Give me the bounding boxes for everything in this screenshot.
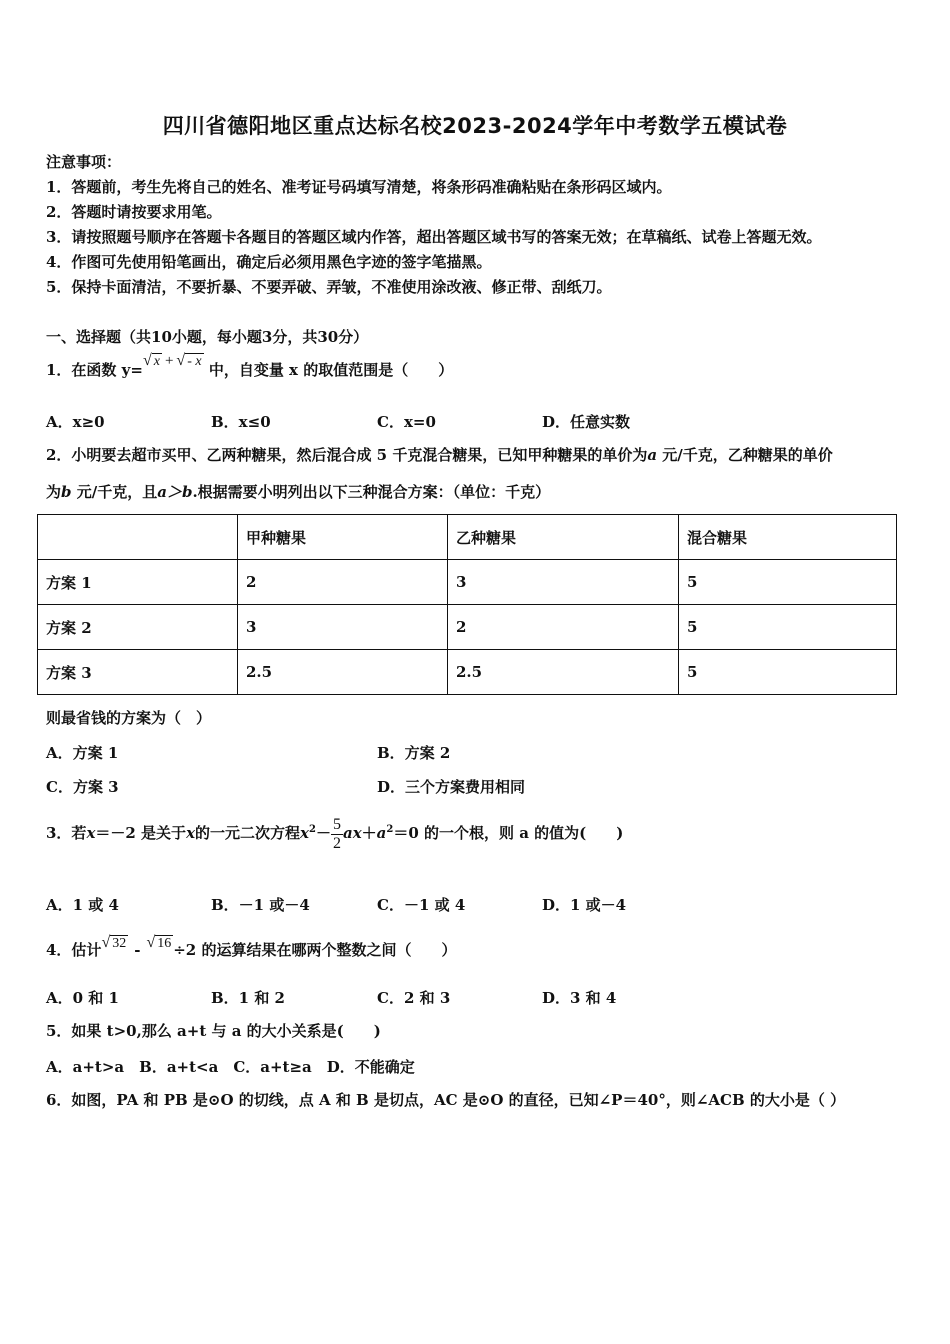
mix-plan-table: [37, 514, 897, 695]
q2-option-c: C．方案 3: [46, 778, 119, 796]
fraction: $\frac{5}{2}$: [332, 815, 341, 852]
table-header-cell: 甲种糖果: [238, 515, 448, 560]
table-row: [38, 605, 897, 650]
table-cell: 3: [448, 560, 679, 605]
table-cell: 5: [679, 560, 897, 605]
q5-options: A．a+t>a B．a+t<a C．a+t≥a D．不能确定: [46, 1058, 415, 1076]
q2-option-a: A．方案 1: [46, 744, 119, 762]
notice-item: 2．答题时请按要求用笔。: [46, 203, 222, 221]
table-row: [38, 560, 897, 605]
table-header-row: [38, 515, 897, 560]
q4-option-c: C．2 和 3: [377, 989, 451, 1007]
q2-question: 则最省钱的方案为（ ）: [46, 709, 212, 727]
q3-option-b: B．－1 或－4: [211, 896, 310, 914]
q1-option-d: D．任意实数: [542, 413, 631, 431]
notice-heading: 注意事项：: [46, 153, 122, 171]
table-cell: 2: [238, 560, 448, 605]
question-4: 4．估计√ 32 - √ 16 ÷2 的运算结果在哪两个整数之间（ ）: [46, 934, 457, 959]
question-3: 3．若x＝－2 是关于x的一元二次方程$x^2-$ $\frac{5}{2}$ $ax+a^2=0$ 的一个根，则 a 的值为( ): [46, 815, 624, 852]
q4-option-a: A．0 和 1: [46, 989, 119, 1007]
table-row: [38, 650, 897, 695]
q1-option-b: B．x≤0: [211, 413, 271, 431]
notice-item: 5．保持卡面清洁，不要折暴、不要弄破、弄皱，不准使用涂改液、修正带、刮纸刀。: [46, 278, 612, 296]
q2-option-d: D．三个方案费用相同: [377, 778, 526, 796]
q4-option-d: D．3 和 4: [542, 989, 617, 1007]
q1-option-a: A．x≥0: [46, 413, 105, 431]
q3-option-d: D．1 或－4: [542, 896, 627, 914]
table-cell: 3: [238, 605, 448, 650]
table-header-cell: 乙种糖果: [448, 515, 679, 560]
q1-prefix: 1．在函数 y=: [46, 361, 143, 379]
q2-option-b: B．方案 2: [377, 744, 451, 762]
table-cell: 方案 3: [38, 650, 238, 695]
question-6: 6．如图，PA 和 PB 是⊙O 的切线，点 A 和 B 是切点，AC 是⊙O 的直径，已知∠P＝40°，则∠ACB 的大小是（ ）: [46, 1091, 846, 1109]
sqrt-expression: √ 32: [101, 934, 127, 951]
table-cell: 5: [679, 650, 897, 695]
q4-option-b: B．1 和 2: [211, 989, 285, 1007]
q3-option-c: C．－1 或 4: [377, 896, 466, 914]
question-2-line-2: 为b 元/千克，且a＞b.根据需要小明列出以下三种混合方案：（单位：千克）: [46, 483, 551, 501]
table-cell: 方案 1: [38, 560, 238, 605]
sqrt-expression: √ 16: [146, 934, 172, 951]
table-cell: 方案 2: [38, 605, 238, 650]
table-cell: 2.5: [448, 650, 679, 695]
page-title: 四川省德阳地区重点达标名校2023-2024学年中考数学五模试卷: [162, 114, 788, 138]
notice-item: 4．作图可先使用铅笔画出，确定后必须用黑色字迹的签字笔描黑。: [46, 253, 492, 271]
section-heading: 一、选择题（共10小题，每小题3分，共30分）: [46, 328, 369, 346]
question-2-line-1: 2．小明要去超市买甲、乙两种糖果，然后混合成 5 千克混合糖果，已知甲种糖果的单价为a 元/千克，乙种糖果的单价: [46, 446, 833, 464]
notice-item: 1．答题前，考生先将自己的姓名、准考证号码填写清楚，将条形码准确粘贴在条形码区域内。: [46, 178, 672, 196]
sqrt-expression: √ - x: [176, 352, 202, 369]
q1-option-c: C．x=0: [377, 413, 436, 431]
q1-suffix: 中，自变量 x 的取值范围是（ ）: [203, 361, 454, 379]
question-5: 5．如果 t>0,那么 a+t 与 a 的大小关系是( ): [46, 1022, 381, 1040]
question-1: 1．在函数 y=√ x + √ - x 中，自变量 x 的取值范围是（ ）: [46, 352, 454, 379]
notice-item: 3．请按照题号顺序在答题卡各题目的答题区域内作答，超出答题区域书写的答案无效；在草稿纸、试卷上答题无效。: [46, 228, 822, 246]
table-header-cell: 混合糖果: [679, 515, 897, 560]
table-cell: 2: [448, 605, 679, 650]
q3-option-a: A．1 或 4: [46, 896, 119, 914]
table-cell: 2.5: [238, 650, 448, 695]
table-header-cell: [38, 515, 238, 560]
table-cell: 5: [679, 605, 897, 650]
sqrt-expression: √ x: [142, 352, 160, 369]
